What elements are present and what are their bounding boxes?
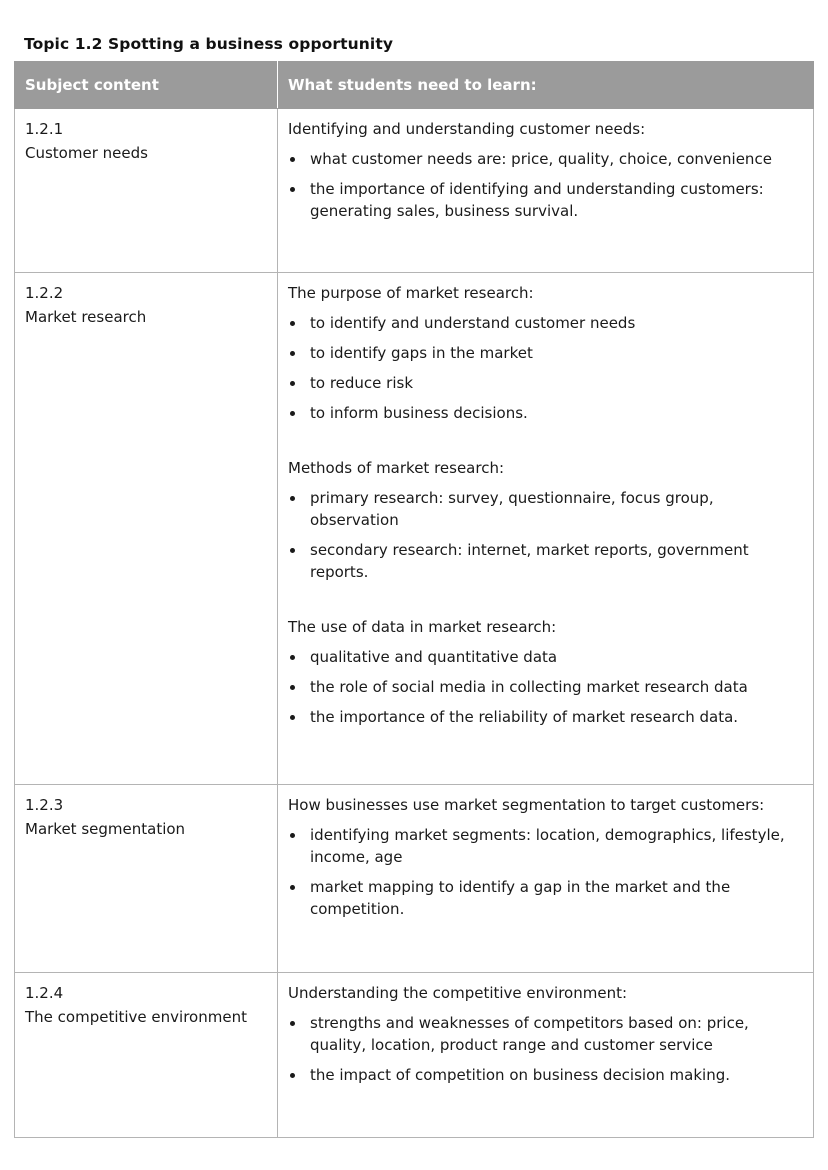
learning-cell xyxy=(278,785,814,973)
list-item: to identify and understand customer needs xyxy=(288,312,805,334)
group-intro: The use of data in market research: xyxy=(288,618,557,636)
learning-group xyxy=(288,282,805,424)
list-item: to inform business decisions. xyxy=(288,402,805,424)
list-item: market mapping to identify a gap in the market and the competition. xyxy=(288,876,805,920)
subject-cell xyxy=(15,273,278,785)
list-item: to reduce risk xyxy=(288,372,805,394)
bullet-list xyxy=(288,487,805,583)
subject-cell xyxy=(15,109,278,273)
bullet-list xyxy=(288,148,805,222)
list-item: to identify gaps in the market xyxy=(288,342,805,364)
header-row xyxy=(15,62,814,109)
subject-name: Customer needs xyxy=(25,144,148,162)
group-intro: How businesses use market segmentation to target customers: xyxy=(288,796,765,814)
list-item: primary research: survey, questionnaire, focus group, observation xyxy=(288,487,805,531)
subject-cell xyxy=(15,785,278,973)
bullet-list xyxy=(288,1012,805,1086)
learning-group xyxy=(288,794,805,920)
group-intro: The purpose of market research: xyxy=(288,284,534,302)
list-item: qualitative and quantitative data xyxy=(288,646,805,668)
table-row xyxy=(15,273,814,785)
subject-code: 1.2.1 xyxy=(25,120,64,138)
table-row xyxy=(15,973,814,1138)
spec-table xyxy=(14,61,814,1138)
bullet-list xyxy=(288,646,805,728)
list-item: what customer needs are: price, quality, choice, convenience xyxy=(288,148,805,170)
learning-cell xyxy=(278,273,814,785)
list-item: secondary research: internet, market reports, government reports. xyxy=(288,539,805,583)
page-title: Topic 1.2 Spotting a business opportunity xyxy=(24,35,394,53)
bullet-list xyxy=(288,824,805,920)
list-item: strengths and weaknesses of competitors based on: price, quality, location, product range and customer service xyxy=(288,1012,805,1056)
list-item: identifying market segments: location, demographics, lifestyle, income, age xyxy=(288,824,805,868)
learning-group xyxy=(288,616,805,728)
list-item: the impact of competition on business decision making. xyxy=(288,1064,805,1086)
learning-group xyxy=(288,457,805,583)
col-header-subject-content: Subject content xyxy=(15,62,278,109)
subject-code: 1.2.2 xyxy=(25,284,64,302)
subject-name: Market segmentation xyxy=(25,820,186,838)
bullet-list xyxy=(288,312,805,424)
table-row xyxy=(15,109,814,273)
learning-cell xyxy=(278,973,814,1138)
col-header-what-students-learn: What students need to learn: xyxy=(278,62,814,109)
list-item: the importance of identifying and understanding customers: generating sales, business survival. xyxy=(288,178,805,222)
subject-code: 1.2.4 xyxy=(25,984,64,1002)
subject-name: The competitive environment xyxy=(25,1008,247,1026)
list-item: the importance of the reliability of market research data. xyxy=(288,706,805,728)
learning-group xyxy=(288,118,805,222)
subject-name: Market research xyxy=(25,308,147,326)
list-item: the role of social media in collecting market research data xyxy=(288,676,805,698)
group-intro: Understanding the competitive environment: xyxy=(288,984,628,1002)
group-intro: Methods of market research: xyxy=(288,459,505,477)
subject-code: 1.2.3 xyxy=(25,796,64,814)
subject-cell xyxy=(15,973,278,1138)
learning-group xyxy=(288,982,805,1086)
group-intro: Identifying and understanding customer needs: xyxy=(288,120,646,138)
table-row xyxy=(15,785,814,973)
learning-cell xyxy=(278,109,814,273)
